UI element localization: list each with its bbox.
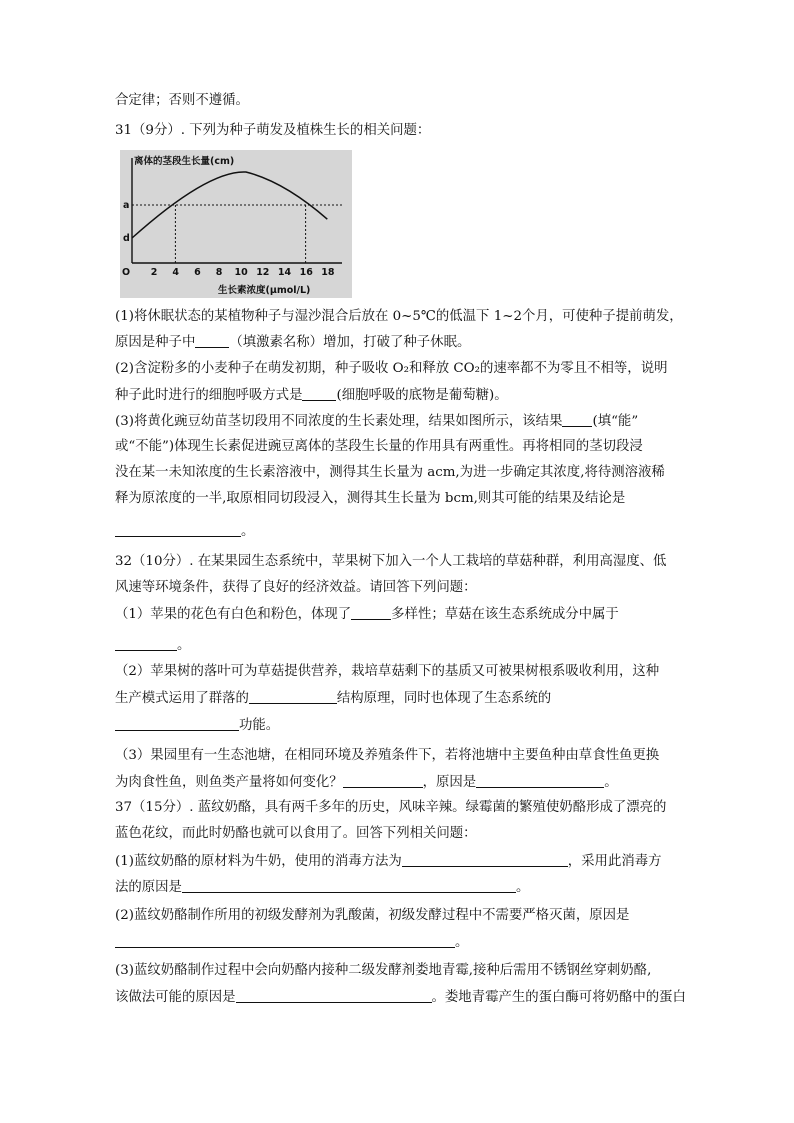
- answer-blank[interactable]: [195, 333, 229, 348]
- text-line: [115, 333, 470, 352]
- line-text: 或“不能”)体现生长素促进豌豆离体的茎段生长量的作用具有两重性。再将相同的茎切段浸: [115, 439, 643, 454]
- answer-blank[interactable]: [562, 412, 592, 427]
- text-line: [115, 773, 618, 792]
- line-text: 。: [241, 524, 255, 539]
- text-line: [115, 122, 430, 140]
- text-line: [115, 852, 662, 871]
- y-axis-label: 离体的茎段生长量(cm): [134, 156, 235, 167]
- x-tick-label: 6: [194, 267, 201, 278]
- line-text: 释为原浓度的一半,取原相同切段浸入，测得其生长量为 bcm,则其可能的结果及结论是: [115, 491, 626, 506]
- text-line: [115, 464, 665, 482]
- line-text: ，原因是: [422, 775, 477, 790]
- x-tick-label: 10: [234, 267, 248, 278]
- line-text: 功能。: [239, 718, 280, 733]
- line-text: 32（10分）. 在某果园生态系统中，苹果树下加入一个人工栽培的草菇种群，利用高湿度、低: [115, 554, 667, 569]
- answer-blank[interactable]: [236, 988, 432, 1003]
- line-text: 该做法可能的原因是: [115, 990, 236, 1005]
- x-tick-label: 16: [299, 267, 313, 278]
- text-line: [115, 988, 686, 1007]
- text-line: [115, 907, 629, 925]
- line-text: (3)蓝纹奶酪制作过程中会向奶酪内接种二级发酵剂娄地青霉,接种后需用不锈钢丝穿刺奶酪,: [115, 963, 652, 978]
- text-line: [115, 799, 666, 817]
- x-axis-label: 生长素浓度(μmol/L): [218, 285, 311, 296]
- text-line: [115, 490, 625, 508]
- answer-blank[interactable]: [351, 605, 391, 620]
- line-text: 法的原因是: [115, 880, 182, 895]
- line-text: (2)蓝纹奶酪制作所用的初级发酵剂为乳酸菌，初级发酵过程中不需要严格灭菌，原因是: [115, 908, 630, 923]
- x-tick-label: 8: [215, 267, 223, 278]
- line-text: 蓝色花纹，而此时奶酪也就可以食用了。回答下列相关问题：: [115, 826, 477, 841]
- x-tick-label: 4: [172, 267, 180, 278]
- line-text: (3)将黄化豌豆幼苗茎切段用不同浓度的生长素处理，结果如图所示，该结果: [115, 414, 563, 429]
- line-text: （3）果园里有一生态池塘，在相同环境及养殖条件下，若将池塘中主要鱼种由草食性鱼更换: [115, 748, 660, 763]
- x-tick-label: 14: [277, 267, 292, 278]
- answer-blank[interactable]: [402, 852, 568, 867]
- line-text: 原因是种子中: [115, 335, 196, 350]
- text-line: [115, 689, 551, 708]
- text-line: [115, 438, 643, 456]
- text-line: [115, 412, 638, 431]
- answer-blank[interactable]: [476, 773, 604, 788]
- line-text: （2）苹果树的落叶可为草菇提供营养，栽培草菇剩下的基质又可被果树根系吸收利用，这种: [115, 664, 660, 679]
- text-line: [115, 605, 619, 624]
- line-text: 种子此时进行的细胞呼吸方式是: [115, 388, 303, 403]
- growth-chart: [120, 150, 352, 298]
- x-tick-label: 18: [321, 267, 335, 278]
- line-text: 。: [604, 775, 618, 790]
- line-text: （填激素名称）增加，打破了种子休眠。: [229, 335, 471, 350]
- answer-blank[interactable]: [343, 773, 423, 788]
- text-line: [115, 308, 683, 326]
- line-text: （1）苹果的花色有白色和粉色，体现了: [115, 607, 352, 622]
- text-line: [115, 386, 508, 405]
- text-line: [115, 636, 190, 655]
- line-text: (填“能”: [592, 414, 639, 429]
- y-tick-label: d: [123, 233, 130, 244]
- line-text: 为肉食性鱼，则鱼类产量将如何变化？: [115, 775, 343, 790]
- line-text: (细胞呼吸的底物是葡萄糖)。: [336, 388, 508, 403]
- line-text: 生产模式运用了群落的: [115, 691, 249, 706]
- line-text: 31（9分）. 下列为种子萌发及植株生长的相关问题：: [115, 123, 431, 138]
- line-text: ，采用此消毒方: [567, 854, 662, 869]
- x-tick-label: 2: [150, 267, 158, 278]
- line-text: 没在某一未知浓度的生长素溶液中，测得其生长量为 acm,为进一步确定其浓度,将待测溶液稀: [115, 465, 665, 480]
- line-text: 37（15分）. 蓝纹奶酪，具有两千多年的历史，风味辛辣。绿霉菌的繁殖使奶酪形成了漂亮的: [115, 800, 667, 815]
- line-text: 风速等环境条件，获得了良好的经济效益。请回答下列问题：: [115, 580, 477, 595]
- line-text: (1)将休眠状态的某植物种子与湿沙混合后放在 0~5℃的低温下 1~2个月，可使种子提前萌发，: [115, 309, 683, 324]
- text-line: [115, 663, 659, 681]
- answer-blank[interactable]: [182, 878, 516, 893]
- answer-blank[interactable]: [115, 716, 239, 731]
- line-text: (1)蓝纹奶酪的原材料为牛奶，使用的消毒方法为: [115, 854, 402, 869]
- text-line: [115, 825, 477, 843]
- chart-canvas: [120, 150, 352, 298]
- line-text: 结构原理，同时也体现了生态系统的: [336, 691, 552, 706]
- line-text: 合定律；否则不遵循。: [115, 93, 249, 108]
- text-line: [115, 962, 651, 980]
- text-line: [115, 878, 529, 897]
- line-text: 。: [177, 638, 191, 653]
- answer-blank[interactable]: [115, 522, 241, 537]
- y-tick-label: a: [123, 200, 130, 211]
- line-text: 。: [515, 880, 530, 895]
- line-text: 。: [455, 935, 469, 950]
- x-tick-label: 12: [256, 267, 270, 278]
- answer-blank[interactable]: [115, 933, 455, 948]
- answer-blank[interactable]: [302, 386, 336, 401]
- text-line: [115, 579, 477, 597]
- line-text: 多样性；草菇在该生态系统成分中属于: [391, 607, 619, 622]
- answer-blank[interactable]: [249, 689, 337, 704]
- line-text: 。娄地青霉产生的蛋白酶可将奶酪中的蛋白: [431, 990, 686, 1005]
- text-line: [115, 522, 254, 541]
- answer-blank[interactable]: [115, 636, 177, 651]
- line-text: (2)含淀粉多的小麦种子在萌发初期，种子吸收 O₂和释放 CO₂的速率都不为零且不相等，说明: [115, 361, 668, 376]
- text-line: [115, 747, 659, 765]
- origin-label: O: [122, 267, 131, 278]
- text-line: [115, 716, 279, 735]
- text-line: [115, 360, 667, 378]
- text-line: [115, 933, 468, 952]
- text-line: [115, 92, 249, 110]
- text-line: [115, 553, 666, 571]
